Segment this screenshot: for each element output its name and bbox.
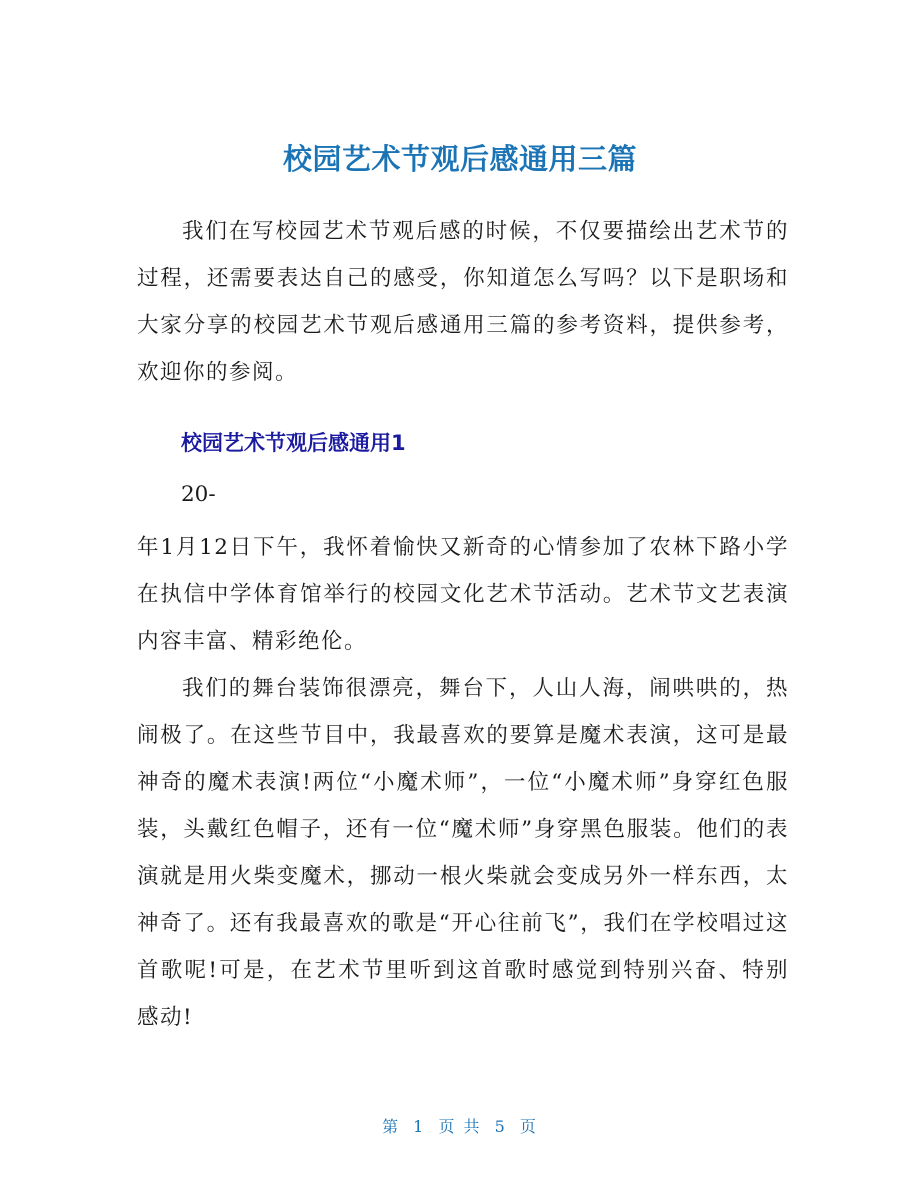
footer-mid: 页 共 (438, 1117, 482, 1136)
body-paragraph-1: 年1月12日下午，我怀着愉快又新奇的心情参加了农林下路小学在执信中学体育馆举行的校园文化艺术节活动。艺术节文艺表演内容丰富、精彩绝伦。 (137, 535, 789, 654)
page-footer (0, 1114, 920, 1137)
year-prefix: 20- (181, 482, 216, 507)
document-body (137, 208, 789, 1041)
document-title: 校园艺术节观后感通用三篇 (282, 142, 637, 177)
section-heading-1: 校园艺术节观后感通用1 (181, 431, 406, 455)
footer-prefix: 第 (382, 1117, 401, 1136)
body-paragraph-2: 我们的舞台装饰很漂亮，舞台下，人山人海，闹哄哄的，热闹极了。在这些节目中，我最喜欢的要算是魔术表演，这可是最神奇的魔术表演!两位“小魔术师”，一位“小魔术师”身穿红色服装，头戴红色帽子，还有一位“魔术师”身穿黑色服装。他们的表演就是用火柴变魔术，挪动一根火柴就会变成另外一样东西，太神奇了。还有我最喜欢的歌是“开心往前飞”，我们在学校唱过这首歌呢!可是，在艺术节里听到这首歌时感觉到特别兴奋、特别感动! (137, 676, 789, 1030)
intro-paragraph: 我们在写校园艺术节观后感的时候，不仅要描绘出艺术节的过程，还需要表达自己的感受，你知道怎么写吗？以下是职场和大家分享的校园艺术节观后感通用三篇的参考资料，提供参考，欢迎你的参阅。 (137, 219, 789, 385)
footer-current-page: 1 (413, 1117, 426, 1136)
footer-suffix: 页 (519, 1117, 538, 1136)
footer-total-pages: 5 (494, 1117, 507, 1136)
